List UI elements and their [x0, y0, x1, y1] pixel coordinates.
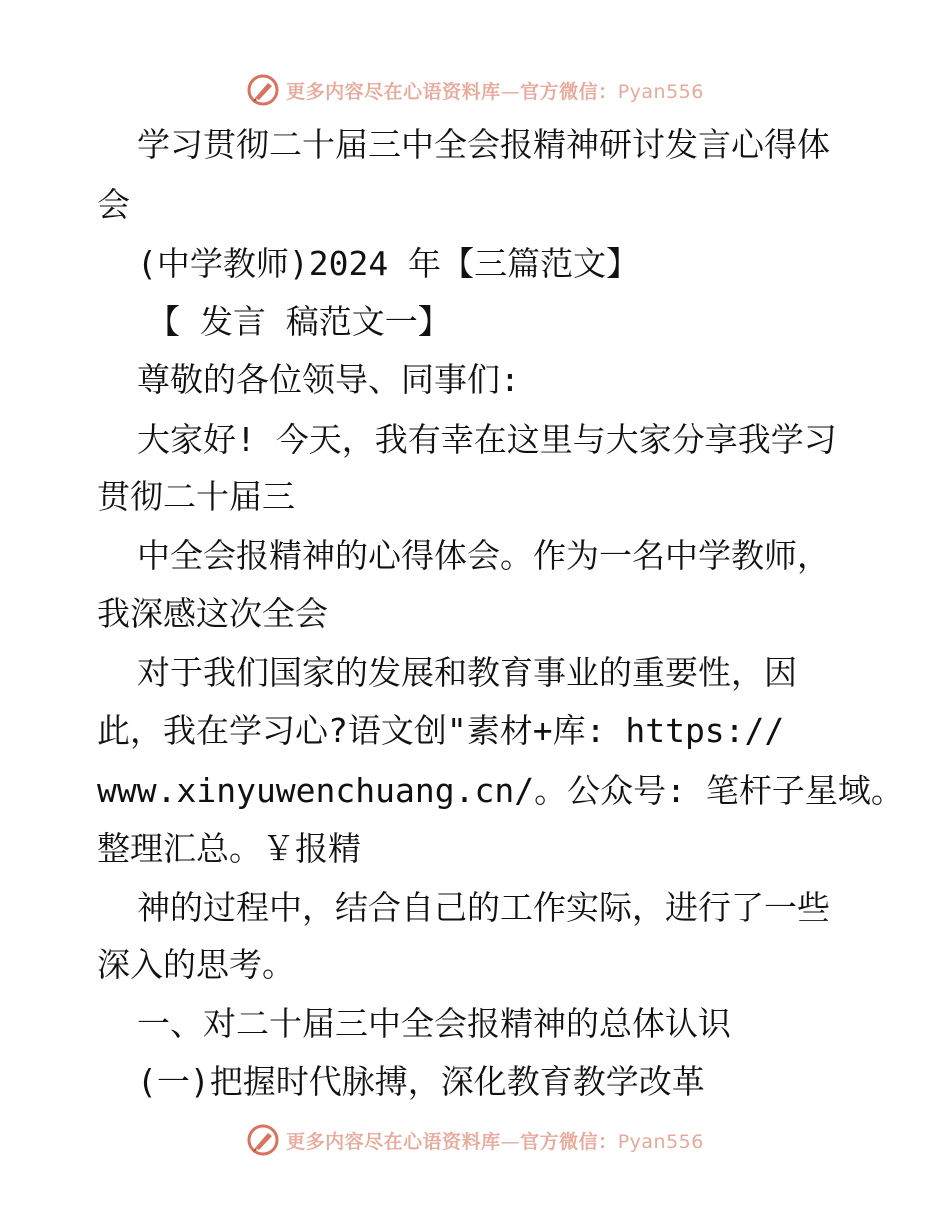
paragraph-line: 深入的思考。: [97, 945, 295, 984]
paragraph-line: 大家好! 今天，我有幸在这里与大家分享我学习: [137, 420, 837, 459]
paragraph-line: 我深感这次全会: [97, 594, 328, 633]
paragraph-line: 贯彻二十届三: [97, 477, 295, 516]
paragraph-line: 整理汇总。￥报精: [97, 829, 361, 868]
paragraph-line: 中全会报精神的心得体会。作为一名中学教师，: [137, 536, 830, 575]
title-line-1: 学习贯彻二十届三中全会报精神研讨发言心得体: [137, 125, 830, 164]
banner-dash: —: [500, 1130, 521, 1153]
header-watermark-banner: [0, 70, 950, 110]
banner-wechat-id: Pyan556: [617, 1130, 704, 1153]
banner-dash: —: [500, 80, 521, 103]
footer-watermark-banner: [0, 1120, 950, 1160]
banner-main-text: 更多内容尽在心语资料库: [286, 1130, 501, 1153]
paragraph-line: 神的过程中，结合自己的工作实际，进行了一些: [137, 888, 830, 927]
paragraph-line: www.xinyuwenchuang.cn/。公众号: 笔杆子星域。: [97, 771, 904, 810]
title-line-2: 会: [97, 185, 130, 224]
paragraph-line: 对于我们国家的发展和教育事业的重要性，因: [137, 653, 797, 692]
header-banner-text: [286, 77, 704, 104]
subtitle-line: (中学教师)2024 年【三篇范文】: [137, 244, 640, 283]
subsection-heading-1: (一)把握时代脉搏，深化教育教学改革: [137, 1062, 705, 1101]
banner-main-text: 更多内容尽在心语资料库: [286, 80, 501, 103]
section-heading: 【 发言 稿范文一】: [147, 302, 451, 341]
banner-sub-text: 官方微信：: [520, 1130, 618, 1153]
banner-sub-text: 官方微信：: [520, 80, 618, 103]
section-heading-1: 一、对二十届三中全会报精神的总体认识: [137, 1004, 731, 1043]
pen-logo-icon: [246, 1123, 280, 1157]
salutation-line: 尊敬的各位领导、同事们:: [137, 360, 520, 399]
banner-wechat-id: Pyan556: [617, 80, 704, 103]
footer-banner-text: [286, 1127, 704, 1154]
pen-logo-icon: [246, 73, 280, 107]
paragraph-line: 此，我在学习心?语文创"素材+库: https://: [97, 711, 785, 750]
